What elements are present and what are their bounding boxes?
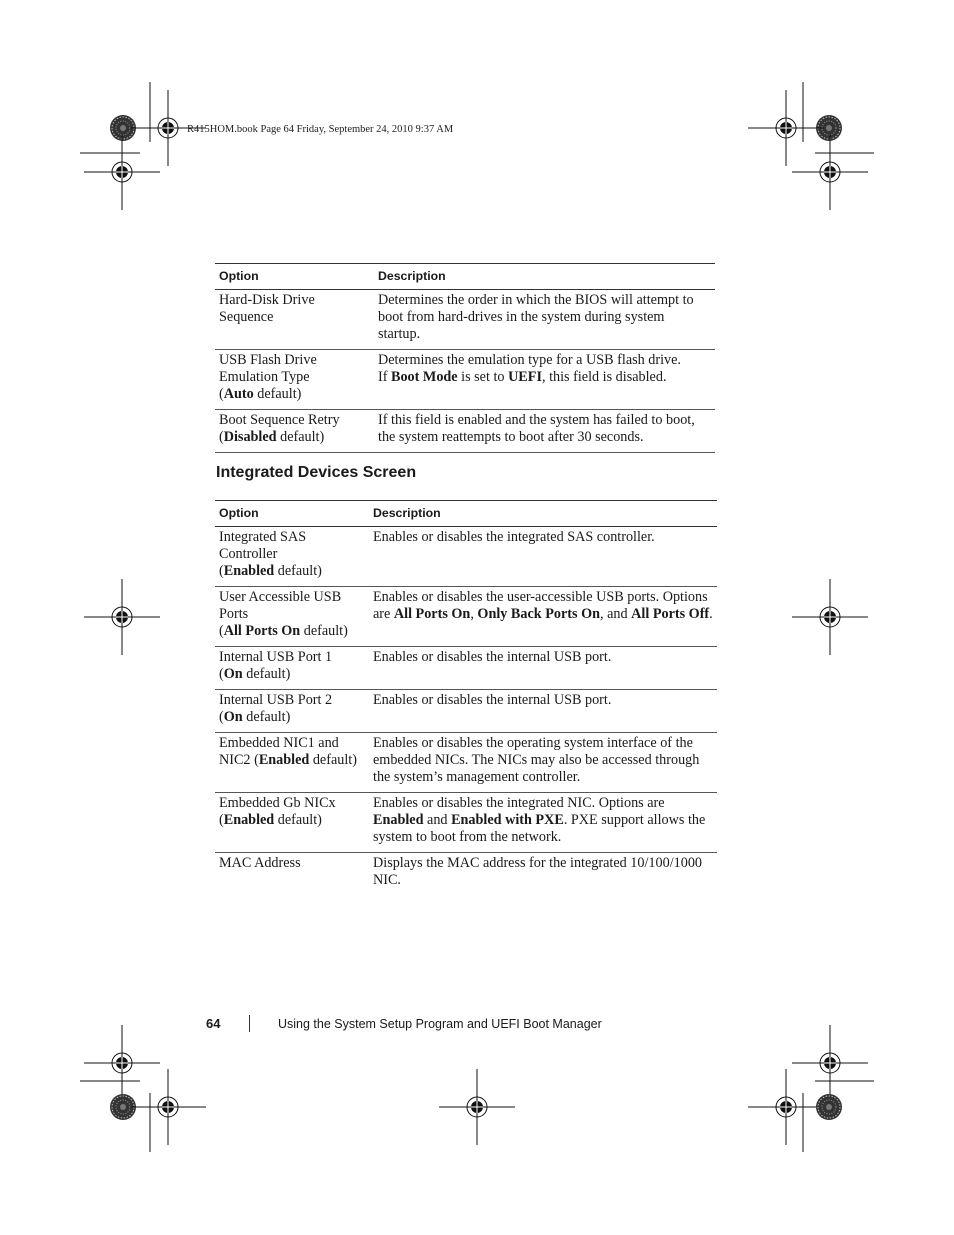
description-cell: Enables or disables the operating system interface of the embedded NICs. The NICs may also be accessed through the system’s management controller. (369, 733, 717, 793)
description-cell: If this field is enabled and the system has failed to boot, the system reattempts to boot after 30 seconds. (374, 410, 715, 453)
print-slug: R415HOM.book Page 64 Friday, September 24, 2010 9:37 AM (187, 124, 454, 135)
option-cell: Embedded Gb NICx (Enabled default) (215, 793, 369, 853)
description-cell: Determines the emulation type for a USB flash drive. If Boot Mode is set to UEFI, this field is disabled. (374, 350, 715, 410)
description-cell: Determines the order in which the BIOS will attempt to boot from hard-drives in the system during system startup. (374, 290, 715, 350)
option-cell: Boot Sequence Retry (Disabled default) (215, 410, 374, 453)
page-number: 64 (206, 1016, 221, 1031)
description-cell: Enables or disables the integrated NIC. Options are Enabled and Enabled with PXE. PXE support allows the system to boot from the network. (369, 793, 717, 853)
option-cell: User Accessible USB Ports (All Ports On default) (215, 587, 369, 647)
chapter-title: Using the System Setup Program and UEFI Boot Manager (278, 1017, 602, 1031)
table-row (215, 647, 717, 690)
boot-options-table (215, 263, 715, 453)
table-row (215, 410, 715, 453)
table-row (215, 853, 717, 896)
option-cell: MAC Address (219, 855, 301, 871)
table-row (215, 793, 717, 853)
column-header-option: Option (215, 264, 374, 290)
option-cell: USB Flash Drive Emulation Type (Auto default) (215, 350, 374, 410)
column-header-description: Description (369, 501, 717, 527)
column-header-option: Option (215, 501, 369, 527)
table-row (215, 290, 715, 350)
description-cell: Enables or disables the internal USB port. (369, 647, 717, 690)
description-cell: Enables or disables the user-accessible USB ports. Options are All Ports On, Only Back Ports On, and All Ports Off. (369, 587, 717, 647)
column-header-description: Description (374, 264, 715, 290)
option-cell: Internal USB Port 2 (On default) (215, 690, 369, 733)
table-row (215, 733, 717, 793)
table-row (215, 587, 717, 647)
option-cell: Internal USB Port 1 (On default) (215, 647, 369, 690)
integrated-devices-table (215, 500, 717, 895)
footer-divider (249, 1015, 250, 1032)
option-cell: Embedded NIC1 and NIC2 (Enabled default) (215, 733, 369, 793)
table-row (215, 690, 717, 733)
section-heading: Integrated Devices Screen (216, 464, 417, 481)
description-cell: Displays the MAC address for the integrated 10/100/1000 NIC. (373, 855, 703, 888)
description-cell: Enables or disables the internal USB port. (369, 690, 717, 733)
description-cell: Enables or disables the integrated SAS controller. (369, 527, 717, 587)
option-cell: Integrated SAS Controller (Enabled default) (215, 527, 369, 587)
table-row (215, 527, 717, 587)
table-row (215, 350, 715, 410)
table-header-row (215, 501, 717, 527)
table-header-row (215, 264, 715, 290)
option-cell: Hard-Disk Drive Sequence (215, 290, 374, 350)
